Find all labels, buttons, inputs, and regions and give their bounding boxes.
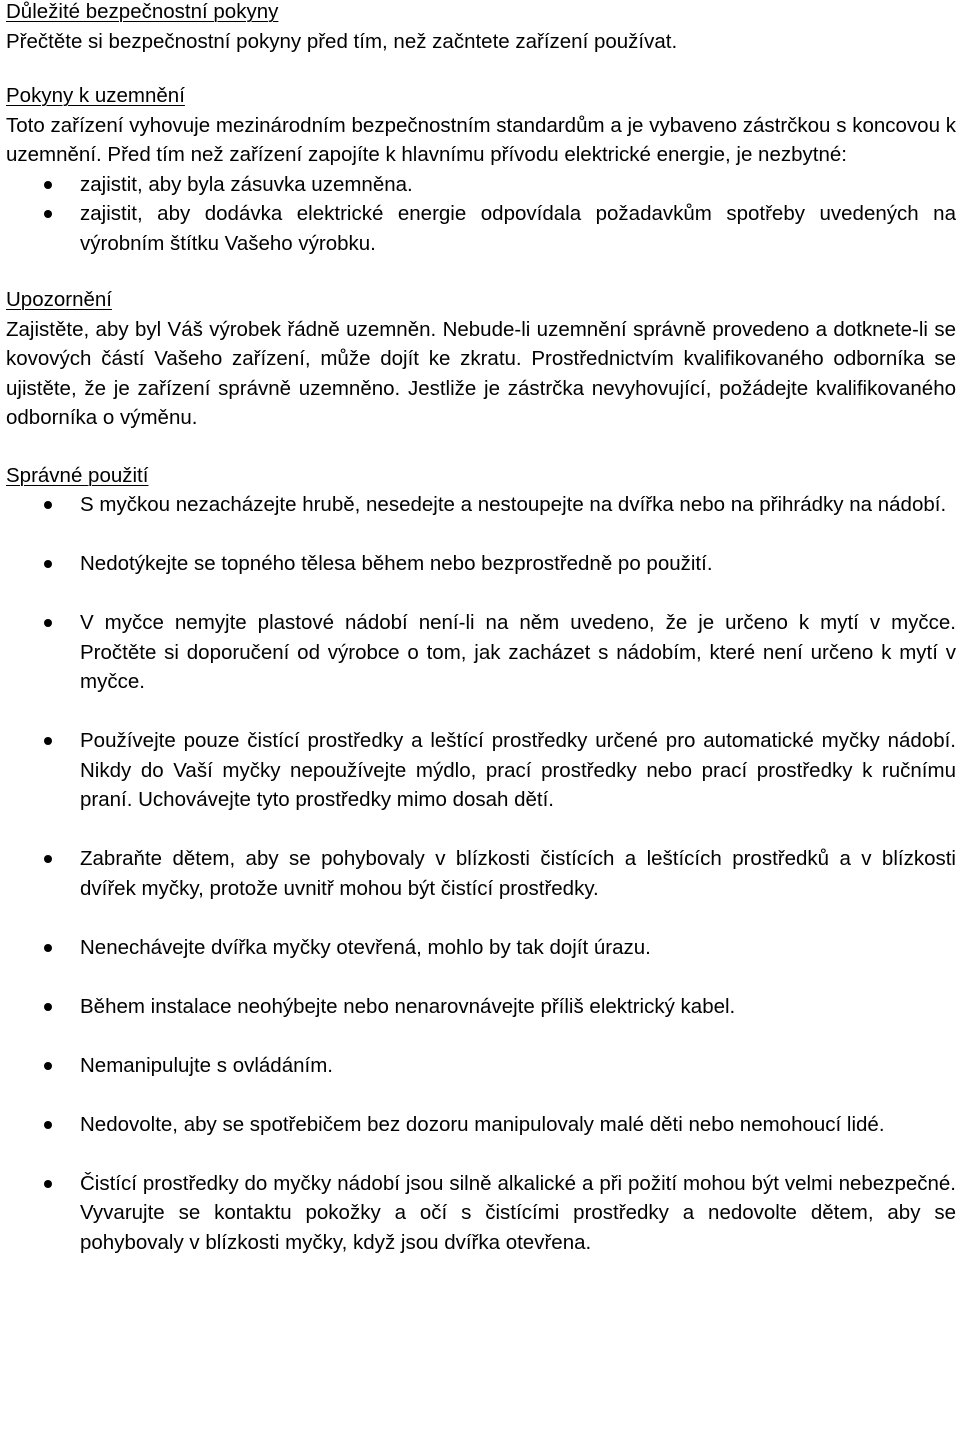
list-item (6, 992, 956, 1022)
grounding-section (6, 81, 956, 258)
document-page (6, 0, 956, 1257)
list-item-text: Nemanipulujte s ovládáním. (80, 1053, 333, 1077)
bullet-icon (44, 944, 52, 952)
list-item-text: Nedovolte, aby se spotřebičem bez dozoru manipulovaly malé děti nebo nemohoucí lidé. (80, 1112, 885, 1136)
list-item (6, 608, 956, 697)
bullet-icon (44, 181, 52, 189)
bullet-icon (44, 737, 52, 745)
proper-use-heading: Správné použití (6, 463, 149, 487)
list-item (6, 199, 956, 258)
grounding-text: Toto zařízení vyhovuje mezinárodním bezpečnostním standardům a je vybaveno zástrčkou s koncovou k uzemnění. Před tím než zařízení zapojíte k hlavnímu přívodu elektrické energie, je nezbytné: (6, 113, 956, 166)
bullet-icon (44, 855, 52, 863)
bullet-icon (44, 619, 52, 627)
list-item-text: S myčkou nezacházejte hrubě, nesedejte a nestoupejte na dvířka nebo na přihrádky na nádobí. (80, 493, 947, 516)
list-item-text: Během instalace neohýbejte nebo nenarovnávejte příliš elektrický kabel. (80, 994, 736, 1018)
bullet-icon (44, 1003, 52, 1011)
list-item (6, 1169, 956, 1258)
intro-heading: Důležité bezpečnostní pokyny (6, 0, 279, 23)
bullet-icon (44, 560, 52, 568)
warning-section (6, 285, 956, 433)
bullet-icon (44, 1121, 52, 1129)
list-item-text: V myčce nemyjte plastové nádobí není-li na něm uvedeno, že je určeno k mytí v myčce. Pročtěte si doporučení od výrobce o tom, jak zacházet s nádobím, které není určeno k mytí v myčce. (80, 611, 956, 693)
warning-heading: Upozornění (6, 288, 112, 311)
proper-use-section (6, 461, 956, 1258)
list-item-text: Čistící prostředky do myčky nádobí jsou silně alkalické a při požití mohou být velmi nebezpečné. Vyvarujte se kontaktu pokožky a očí s čistícími prostředky a nedovolte dětem, aby se pohybovaly v blízkosti myčky, když jsou dvířka otevřena. (80, 1171, 956, 1254)
list-item (6, 726, 956, 815)
bullet-icon (44, 1180, 52, 1188)
list-item-text: zajistit, aby byla zásuvka uzemněna. (80, 172, 413, 196)
list-item-text: zajistit, aby dodávka elektrické energie odpovídala požadavkům spotřeby uvedených na výrobním štítku Vašeho výrobku. (80, 202, 956, 255)
list-item-text: Zabraňte dětem, aby se pohybovaly v blízkosti čistících a leštících prostředků a v blízkosti dvířek myčky, protože uvnitř mohou být čistící prostředky. (80, 847, 956, 900)
list-item-text: Nedotýkejte se topného tělesa během nebo bezprostředně po použití. (80, 552, 713, 575)
list-item (6, 1110, 956, 1140)
intro-section (6, 0, 956, 56)
warning-text: Zajistěte, aby byl Váš výrobek řádně uzemněn. Nebude-li uzemnění správně provedeno a dotknete-li se kovových částí Vašeho zařízení, může dojít ke zkratu. Prostřednictvím kvalifikovaného odborníka se ujistěte, že je zařízení správně uzemněno. Jestliže je zástrčka nevyhovující, požádejte kvalifikovaného odborníka o výměnu. (6, 317, 956, 429)
list-item (6, 844, 956, 903)
proper-use-list (6, 490, 956, 1257)
intro-text: Přečtěte si bezpečnostní pokyny před tím, než začntete zařízení používat. (6, 29, 678, 53)
list-item (6, 933, 956, 963)
list-item (6, 549, 956, 579)
grounding-heading: Pokyny k uzemnění (6, 84, 185, 107)
list-item (6, 490, 956, 520)
list-item (6, 1051, 956, 1081)
list-item-text: Nenechávejte dvířka myčky otevřená, mohlo by tak dojít úrazu. (80, 935, 651, 959)
bullet-icon (44, 501, 52, 509)
list-item-text: Používejte pouze čistící prostředky a leštící prostředky určené pro automatické myčky nádobí. Nikdy do Vaší myčky nepoužívejte mýdlo, prací prostředky nebo prací prostředky k ručnímu praní. Uchovávejte tyto prostředky mimo dosah dětí. (80, 729, 956, 811)
grounding-list (6, 170, 956, 259)
bullet-icon (44, 1062, 52, 1070)
bullet-icon (44, 210, 52, 218)
list-item (6, 170, 956, 200)
